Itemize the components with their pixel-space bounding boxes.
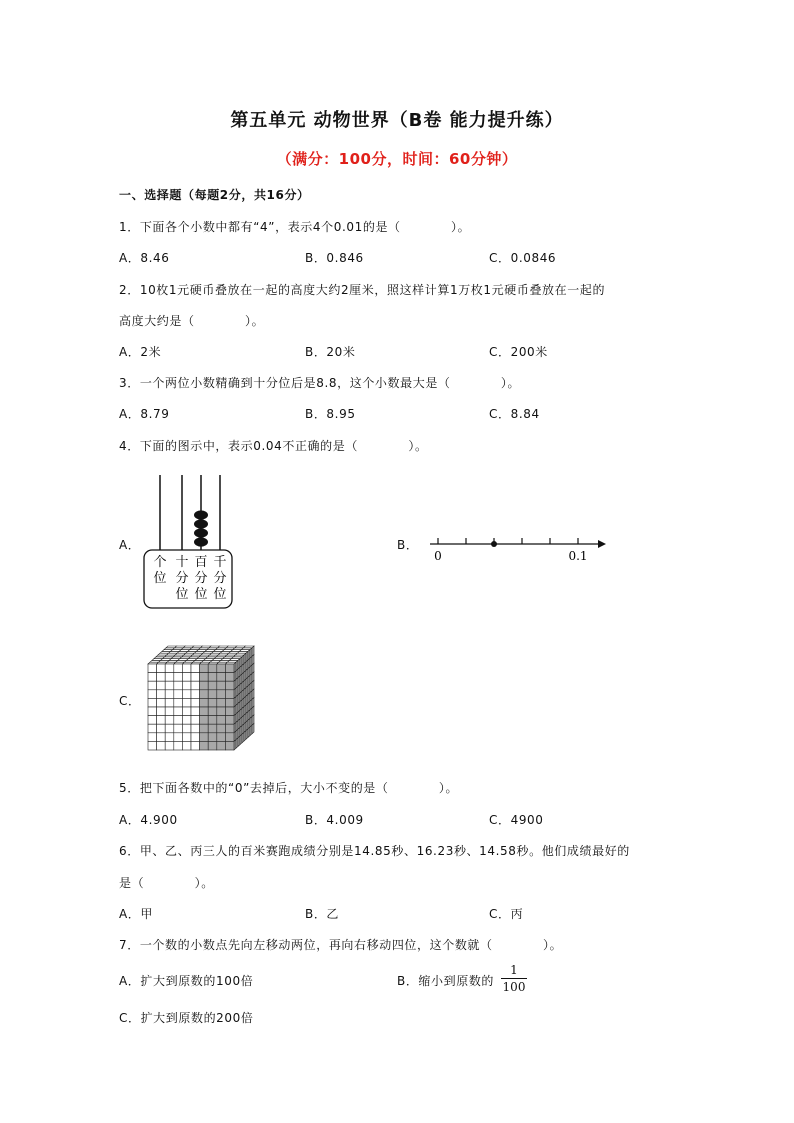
cube-front-cell	[208, 698, 217, 707]
cube-front-cell	[208, 707, 217, 716]
cube-front-cell	[157, 741, 166, 750]
question-3-stem: 3．一个两位小数精确到十分位后是8.8，这个小数最大是（ ）。	[119, 376, 521, 390]
cube-front-cell	[217, 673, 226, 682]
cube-front-cell	[217, 707, 226, 716]
cube-front-cell	[208, 690, 217, 699]
cube-front-cell	[165, 724, 174, 733]
number-line-figure	[420, 530, 610, 566]
cube-front-cell	[148, 724, 157, 733]
q3-option-c: C．8.84	[489, 407, 540, 421]
cube-front-cell	[148, 681, 157, 690]
q1-option-b: B．0.846	[305, 251, 364, 265]
cube-front-cell	[208, 673, 217, 682]
number-line-label-end: 0.1	[568, 549, 588, 563]
q1-option-a: A．8.46	[119, 251, 170, 265]
cube-front-cell	[217, 741, 226, 750]
cube-front-cell	[174, 673, 183, 682]
cube-front-cell	[225, 724, 234, 733]
number-line-label-start: 0	[434, 549, 442, 563]
cube-front-cell	[174, 741, 183, 750]
cube-front-cell	[200, 733, 209, 742]
q7-fraction	[501, 963, 527, 994]
abacus-bead	[194, 528, 208, 537]
cube-front-cell	[148, 707, 157, 716]
abacus-label-tenths: 十分位	[175, 555, 189, 602]
cube-front-cell	[157, 724, 166, 733]
fraction-numerator: 1	[510, 963, 518, 977]
cube-front-cell	[217, 716, 226, 725]
q7-option-b: B．缩小到原数的	[397, 974, 495, 988]
cube-front-cell	[225, 716, 234, 725]
cube-front-cell	[157, 733, 166, 742]
hundred-cube-figure	[144, 642, 264, 754]
fraction-bar	[501, 978, 527, 979]
page-title: 第五单元 动物世界（B卷 能力提升练）	[230, 110, 564, 131]
fraction-denominator: 100	[502, 980, 526, 994]
q3-option-a: A．8.79	[119, 407, 170, 421]
number-line-arrow	[598, 540, 606, 548]
question-2-stem-line2: 高度大约是（ ）。	[119, 314, 265, 328]
q4-option-a: A．	[119, 538, 141, 552]
q6-option-b: B．乙	[305, 907, 340, 921]
cube-front-cell	[225, 698, 234, 707]
question-5-stem: 5．把下面各数中的“0”去掉后，大小不变的是（ ）。	[119, 781, 459, 795]
cube-front-cell	[174, 690, 183, 699]
cube-front-cell	[182, 733, 191, 742]
cube-front-cell	[165, 733, 174, 742]
cube-front-cell	[157, 681, 166, 690]
abacus-figure	[140, 470, 240, 612]
cube-front-cell	[165, 690, 174, 699]
cube-front-cell	[200, 698, 209, 707]
number-line-ticks	[438, 538, 578, 544]
cube-front-cell	[208, 716, 217, 725]
question-6-stem-line1: 6．甲、乙、丙三人的百米赛跑成绩分别是14.85秒、16.23秒、14.58秒。他们成绩最好的	[119, 844, 630, 858]
cube-front-cell	[148, 673, 157, 682]
cube-front-cell	[217, 690, 226, 699]
cube-front-cell	[148, 733, 157, 742]
cube-front-cell	[200, 664, 209, 673]
cube-front-cell	[174, 698, 183, 707]
q2-option-c: C．200米	[489, 345, 548, 359]
abacus-bead	[194, 537, 208, 546]
question-6-stem-line2: 是（ ）。	[119, 876, 214, 890]
q5-option-b: B．4.009	[305, 813, 364, 827]
cube-front-cell	[182, 741, 191, 750]
cube-front-cell	[200, 681, 209, 690]
q7-option-c: C．扩大到原数的200倍	[119, 1011, 254, 1025]
abacus-label-ones: 个位	[153, 555, 167, 586]
q4-option-b: B．	[397, 538, 419, 552]
cube-front-cell	[174, 733, 183, 742]
abacus-label-thousandths: 千分位	[213, 555, 227, 602]
cube-front-cell	[225, 690, 234, 699]
cube-front-cell	[191, 664, 200, 673]
abacus-bead	[194, 510, 208, 519]
cube-front-cell	[200, 673, 209, 682]
q6-option-c: C．丙	[489, 907, 524, 921]
cube-side-cell	[252, 723, 254, 733]
cube-front-cell	[225, 707, 234, 716]
cube-front-cell	[174, 664, 183, 673]
cube-front-cell	[182, 698, 191, 707]
cube-front-cell	[208, 741, 217, 750]
cube-front-cell	[225, 733, 234, 742]
cube-front-cell	[200, 741, 209, 750]
q6-option-a: A．甲	[119, 907, 154, 921]
cube-front-cell	[182, 673, 191, 682]
cube-front-cell	[182, 716, 191, 725]
cube-front-cell	[148, 690, 157, 699]
cube-front-cell	[148, 664, 157, 673]
cube-front-cell	[148, 698, 157, 707]
cube-front-cell	[225, 664, 234, 673]
cube-front-cell	[182, 707, 191, 716]
cube-front-cell	[208, 681, 217, 690]
cube-front-cell	[191, 733, 200, 742]
cube-front-cell	[182, 664, 191, 673]
cube-front-cell	[191, 698, 200, 707]
cube-front-cell	[225, 673, 234, 682]
cube-front-cell	[225, 741, 234, 750]
q7-option-a: A．扩大到原数的100倍	[119, 974, 254, 988]
q4-option-c: C．	[119, 694, 141, 708]
cube-front-cell	[191, 690, 200, 699]
cube-front-cell	[182, 681, 191, 690]
q3-option-b: B．8.95	[305, 407, 356, 421]
cube-front-cell	[165, 673, 174, 682]
abacus-beads	[194, 510, 208, 546]
q1-option-c: C．0.0846	[489, 251, 557, 265]
cube-front-cell	[200, 707, 209, 716]
cube-front-cell	[165, 664, 174, 673]
cube-front-cell	[148, 741, 157, 750]
cube-front-cell	[174, 724, 183, 733]
section-heading: 一、选择题（每题2分，共16分）	[119, 188, 310, 202]
cube-front-cell	[217, 733, 226, 742]
cube-front-cell	[174, 707, 183, 716]
cube-front-cell	[191, 707, 200, 716]
cube-front-cell	[157, 664, 166, 673]
cube-front-cell	[165, 716, 174, 725]
cube-front-cell	[200, 724, 209, 733]
cube-front-cell	[182, 690, 191, 699]
q5-option-a: A．4.900	[119, 813, 178, 827]
cube-front-cell	[200, 716, 209, 725]
cube-front-cell	[157, 716, 166, 725]
cube-front-cell	[157, 673, 166, 682]
cube-front-cell	[217, 724, 226, 733]
cube-front-cell	[200, 690, 209, 699]
question-2-stem-line1: 2．10枚1元硬币叠放在一起的高度大约2厘米，照这样计算1万枚1元硬币叠放在一起的	[119, 283, 606, 297]
q2-option-b: B．20米	[305, 345, 356, 359]
cube-front-cell	[165, 681, 174, 690]
question-4-stem: 4．下面的图示中，表示0.04不正确的是（ ）。	[119, 439, 428, 453]
page-subtitle: （满分：100分，时间：60分钟）	[276, 150, 518, 168]
cube-front-cell	[174, 681, 183, 690]
cube-front-cell	[157, 698, 166, 707]
cube-front-cell	[208, 664, 217, 673]
abacus-label-hundredths: 百分位	[194, 555, 208, 602]
cube-front-cell	[182, 724, 191, 733]
cube-front-cell	[208, 733, 217, 742]
question-7-stem: 7．一个数的小数点先向左移动两位，再向右移动四位，这个数就（ ）。	[119, 938, 563, 952]
cube-front-cell	[165, 698, 174, 707]
cube-front-cell	[165, 707, 174, 716]
number-line-point	[491, 541, 497, 547]
abacus-bead	[194, 519, 208, 528]
cube-front-cell	[174, 716, 183, 725]
question-1-stem: 1．下面各个小数中都有“4”，表示4个0.01的是（ ）。	[119, 220, 471, 234]
cube-front-cell	[225, 681, 234, 690]
cube-front-cell	[217, 698, 226, 707]
cube-front-cell	[148, 716, 157, 725]
cube-front-cell	[157, 690, 166, 699]
cube-front-cell	[157, 707, 166, 716]
cube-front-cell	[217, 681, 226, 690]
cube-front-cell	[191, 673, 200, 682]
cube-grid	[148, 646, 254, 750]
q5-option-c: C．4900	[489, 813, 544, 827]
cube-front-cell	[208, 724, 217, 733]
q2-option-a: A．2米	[119, 345, 162, 359]
cube-front-cell	[165, 741, 174, 750]
cube-front-cell	[191, 724, 200, 733]
cube-front-cell	[191, 681, 200, 690]
cube-front-cell	[191, 716, 200, 725]
cube-front-cell	[217, 664, 226, 673]
cube-front-cell	[191, 741, 200, 750]
